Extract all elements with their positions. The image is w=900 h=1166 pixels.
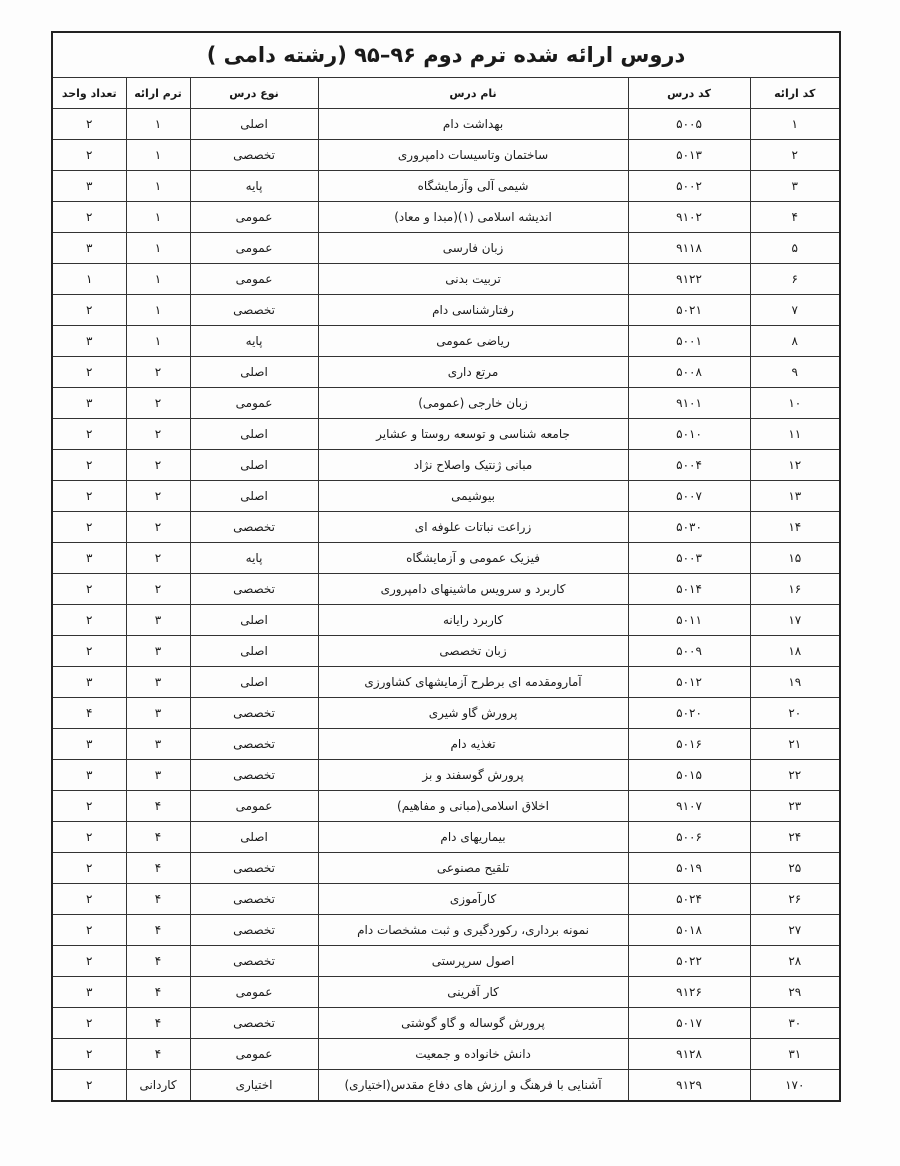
header-offer-code: کد ارائه bbox=[750, 78, 840, 109]
cell-term: ۱ bbox=[126, 202, 190, 233]
cell-units: ۲ bbox=[52, 357, 126, 388]
table-row bbox=[52, 760, 840, 791]
cell-term: ۲ bbox=[126, 450, 190, 481]
cell-course-type: تخصصی bbox=[190, 946, 318, 977]
cell-course-type: تخصصی bbox=[190, 295, 318, 326]
cell-course-type: تخصصی bbox=[190, 853, 318, 884]
cell-term: ۱ bbox=[126, 109, 190, 140]
cell-term: ۱ bbox=[126, 171, 190, 202]
cell-course-code: ۹۱۰۲ bbox=[628, 202, 750, 233]
cell-units: ۲ bbox=[52, 140, 126, 171]
cell-course-type: تخصصی bbox=[190, 915, 318, 946]
cell-course-type: اصلی bbox=[190, 357, 318, 388]
table-row bbox=[52, 450, 840, 481]
cell-course-type: عمومی bbox=[190, 977, 318, 1008]
header-course-type: نوع درس bbox=[190, 78, 318, 109]
cell-units: ۲ bbox=[52, 1039, 126, 1070]
cell-offer-code: ۳۰ bbox=[750, 1008, 840, 1039]
cell-units: ۲ bbox=[52, 946, 126, 977]
cell-course-type: عمومی bbox=[190, 388, 318, 419]
table-row bbox=[52, 419, 840, 450]
cell-course-type: پایه bbox=[190, 326, 318, 357]
cell-term: ۱ bbox=[126, 326, 190, 357]
cell-course-name: تربیت بدنی bbox=[318, 264, 628, 295]
cell-term: ۳ bbox=[126, 605, 190, 636]
table-row bbox=[52, 140, 840, 171]
cell-course-name: پرورش گاو شیری bbox=[318, 698, 628, 729]
cell-course-name: پرورش گوسفند و بز bbox=[318, 760, 628, 791]
cell-course-name: دانش خانواده و جمعیت bbox=[318, 1039, 628, 1070]
cell-units: ۲ bbox=[52, 109, 126, 140]
table-row bbox=[52, 605, 840, 636]
cell-offer-code: ۲۹ bbox=[750, 977, 840, 1008]
cell-units: ۲ bbox=[52, 822, 126, 853]
cell-offer-code: ۱۵ bbox=[750, 543, 840, 574]
cell-course-type: عمومی bbox=[190, 264, 318, 295]
cell-course-name: جامعه شناسی و توسعه روستا و عشایر bbox=[318, 419, 628, 450]
cell-course-name: بیماریهای دام bbox=[318, 822, 628, 853]
cell-course-code: ۵۰۰۹ bbox=[628, 636, 750, 667]
cell-course-type: تخصصی bbox=[190, 140, 318, 171]
cell-course-name: تلقیح مصنوعی bbox=[318, 853, 628, 884]
cell-course-type: تخصصی bbox=[190, 512, 318, 543]
cell-course-code: ۵۰۲۲ bbox=[628, 946, 750, 977]
table-row bbox=[52, 233, 840, 264]
cell-course-type: اصلی bbox=[190, 667, 318, 698]
cell-units: ۳ bbox=[52, 233, 126, 264]
cell-course-type: تخصصی bbox=[190, 698, 318, 729]
cell-units: ۲ bbox=[52, 419, 126, 450]
cell-offer-code: ۱۹ bbox=[750, 667, 840, 698]
cell-course-name: فیزیک عمومی و آزمایشگاه bbox=[318, 543, 628, 574]
cell-course-code: ۹۱۰۷ bbox=[628, 791, 750, 822]
cell-course-type: عمومی bbox=[190, 202, 318, 233]
cell-course-type: اصلی bbox=[190, 109, 318, 140]
table-row bbox=[52, 512, 840, 543]
cell-course-code: ۵۰۰۳ bbox=[628, 543, 750, 574]
table-row bbox=[52, 946, 840, 977]
header-units: تعداد واحد bbox=[52, 78, 126, 109]
cell-units: ۲ bbox=[52, 202, 126, 233]
cell-units: ۲ bbox=[52, 636, 126, 667]
table-row bbox=[52, 295, 840, 326]
cell-offer-code: ۱۳ bbox=[750, 481, 840, 512]
cell-units: ۳ bbox=[52, 667, 126, 698]
cell-course-name: زبان خارجی (عمومی) bbox=[318, 388, 628, 419]
cell-units: ۲ bbox=[52, 574, 126, 605]
cell-course-code: ۵۰۰۶ bbox=[628, 822, 750, 853]
cell-course-code: ۹۱۲۲ bbox=[628, 264, 750, 295]
cell-course-name: مبانی ژنتیک واصلاح نژاد bbox=[318, 450, 628, 481]
cell-course-type: پایه bbox=[190, 543, 318, 574]
cell-offer-code: ۱۷ bbox=[750, 605, 840, 636]
cell-units: ۱ bbox=[52, 264, 126, 295]
cell-course-name: بهداشت دام bbox=[318, 109, 628, 140]
cell-units: ۲ bbox=[52, 791, 126, 822]
table-row bbox=[52, 574, 840, 605]
cell-course-name: کار آفرینی bbox=[318, 977, 628, 1008]
cell-units: ۲ bbox=[52, 450, 126, 481]
cell-offer-code: ۱۱ bbox=[750, 419, 840, 450]
cell-units: ۳ bbox=[52, 729, 126, 760]
cell-term: ۱ bbox=[126, 295, 190, 326]
cell-offer-code: ۱ bbox=[750, 109, 840, 140]
cell-course-code: ۵۰۲۰ bbox=[628, 698, 750, 729]
cell-course-name: بیوشیمی bbox=[318, 481, 628, 512]
cell-course-name: شیمی آلی وآزمایشگاه bbox=[318, 171, 628, 202]
courses-table bbox=[51, 31, 841, 1102]
cell-offer-code: ۸ bbox=[750, 326, 840, 357]
cell-course-code: ۵۰۰۴ bbox=[628, 450, 750, 481]
cell-course-name: کارآموزی bbox=[318, 884, 628, 915]
cell-course-name: نمونه برداری، رکوردگیری و ثبت مشخصات دام bbox=[318, 915, 628, 946]
cell-units: ۲ bbox=[52, 295, 126, 326]
cell-term: ۱ bbox=[126, 140, 190, 171]
cell-term: ۲ bbox=[126, 388, 190, 419]
table-row bbox=[52, 357, 840, 388]
cell-course-code: ۵۰۲۱ bbox=[628, 295, 750, 326]
cell-term: ۴ bbox=[126, 853, 190, 884]
cell-course-type: اصلی bbox=[190, 636, 318, 667]
cell-term: ۲ bbox=[126, 481, 190, 512]
cell-offer-code: ۷ bbox=[750, 295, 840, 326]
cell-course-name: اندیشه اسلامی (۱)(مبدا و معاد) bbox=[318, 202, 628, 233]
page-title: دروس ارائه شده ترم دوم ۹۶–۹۵ (رشته دامی ) bbox=[52, 32, 840, 78]
table-row bbox=[52, 636, 840, 667]
cell-course-code: ۵۰۱۹ bbox=[628, 853, 750, 884]
table-row bbox=[52, 1008, 840, 1039]
cell-course-name: اخلاق اسلامی(مبانی و مفاهیم) bbox=[318, 791, 628, 822]
cell-offer-code: ۱۰ bbox=[750, 388, 840, 419]
cell-offer-code: ۳۱ bbox=[750, 1039, 840, 1070]
table-row bbox=[52, 109, 840, 140]
cell-term: ۴ bbox=[126, 884, 190, 915]
cell-course-type: عمومی bbox=[190, 791, 318, 822]
table-row bbox=[52, 543, 840, 574]
cell-term: ۲ bbox=[126, 512, 190, 543]
cell-units: ۲ bbox=[52, 853, 126, 884]
table-row bbox=[52, 481, 840, 512]
cell-course-code: ۹۱۲۸ bbox=[628, 1039, 750, 1070]
cell-term: ۴ bbox=[126, 915, 190, 946]
cell-course-code: ۵۰۱۳ bbox=[628, 140, 750, 171]
cell-course-code: ۵۰۱۲ bbox=[628, 667, 750, 698]
cell-course-type: تخصصی bbox=[190, 729, 318, 760]
cell-offer-code: ۲۲ bbox=[750, 760, 840, 791]
cell-term: ۴ bbox=[126, 977, 190, 1008]
cell-course-type: تخصصی bbox=[190, 760, 318, 791]
cell-units: ۲ bbox=[52, 915, 126, 946]
cell-offer-code: ۹ bbox=[750, 357, 840, 388]
header-course-code: کد درس bbox=[628, 78, 750, 109]
cell-course-code: ۵۰۳۰ bbox=[628, 512, 750, 543]
header-course-name: نام درس bbox=[318, 78, 628, 109]
cell-course-name: ساختمان وتاسیسات دامپروری bbox=[318, 140, 628, 171]
title-row bbox=[52, 32, 840, 78]
cell-course-name: آشنایی با فرهنگ و ارزش های دفاع مقدس(اختیاری) bbox=[318, 1070, 628, 1102]
cell-course-code: ۵۰۱۸ bbox=[628, 915, 750, 946]
cell-offer-code: ۲۶ bbox=[750, 884, 840, 915]
cell-course-code: ۵۰۱۰ bbox=[628, 419, 750, 450]
cell-course-name: پرورش گوساله و گاو گوشتی bbox=[318, 1008, 628, 1039]
cell-offer-code: ۱۲ bbox=[750, 450, 840, 481]
cell-offer-code: ۲۱ bbox=[750, 729, 840, 760]
table-row bbox=[52, 1039, 840, 1070]
cell-course-name: اصول سرپرستی bbox=[318, 946, 628, 977]
cell-course-name: زراعت نباتات علوفه ای bbox=[318, 512, 628, 543]
cell-course-name: زبان فارسی bbox=[318, 233, 628, 264]
cell-offer-code: ۲۰ bbox=[750, 698, 840, 729]
table-row bbox=[52, 667, 840, 698]
cell-offer-code: ۲۳ bbox=[750, 791, 840, 822]
cell-units: ۴ bbox=[52, 698, 126, 729]
cell-units: ۲ bbox=[52, 512, 126, 543]
cell-course-name: مرتع داری bbox=[318, 357, 628, 388]
cell-offer-code: ۲۵ bbox=[750, 853, 840, 884]
cell-course-type: پایه bbox=[190, 171, 318, 202]
cell-units: ۲ bbox=[52, 1008, 126, 1039]
cell-term: ۱ bbox=[126, 233, 190, 264]
cell-course-name: تغذیه دام bbox=[318, 729, 628, 760]
cell-course-name: رفتارشناسی دام bbox=[318, 295, 628, 326]
cell-course-name: کاربرد و سرویس ماشینهای دامپروری bbox=[318, 574, 628, 605]
table-row bbox=[52, 822, 840, 853]
cell-course-code: ۵۰۱۱ bbox=[628, 605, 750, 636]
cell-course-type: اصلی bbox=[190, 450, 318, 481]
cell-term: ۳ bbox=[126, 636, 190, 667]
cell-offer-code: ۲۸ bbox=[750, 946, 840, 977]
cell-course-code: ۵۰۱۵ bbox=[628, 760, 750, 791]
table-row bbox=[52, 977, 840, 1008]
cell-offer-code: ۶ bbox=[750, 264, 840, 295]
cell-offer-code: ۲۴ bbox=[750, 822, 840, 853]
table-row bbox=[52, 853, 840, 884]
cell-course-name: آمارومقدمه ای برطرح آزمایشهای کشاورزی bbox=[318, 667, 628, 698]
cell-units: ۳ bbox=[52, 760, 126, 791]
table-row bbox=[52, 791, 840, 822]
table-row bbox=[52, 202, 840, 233]
cell-term: ۳ bbox=[126, 729, 190, 760]
cell-course-code: ۹۱۱۸ bbox=[628, 233, 750, 264]
cell-course-type: اصلی bbox=[190, 822, 318, 853]
cell-offer-code: ۲ bbox=[750, 140, 840, 171]
cell-units: ۳ bbox=[52, 388, 126, 419]
cell-offer-code: ۲۷ bbox=[750, 915, 840, 946]
cell-course-type: اصلی bbox=[190, 419, 318, 450]
cell-course-type: عمومی bbox=[190, 233, 318, 264]
cell-term: کاردانی bbox=[126, 1070, 190, 1102]
cell-course-code: ۹۱۲۶ bbox=[628, 977, 750, 1008]
cell-offer-code: ۱۸ bbox=[750, 636, 840, 667]
cell-course-name: کاربرد رایانه bbox=[318, 605, 628, 636]
cell-units: ۲ bbox=[52, 481, 126, 512]
cell-term: ۳ bbox=[126, 698, 190, 729]
cell-course-code: ۵۰۰۵ bbox=[628, 109, 750, 140]
table-row bbox=[52, 388, 840, 419]
cell-course-code: ۵۰۰۸ bbox=[628, 357, 750, 388]
cell-course-code: ۵۰۱۷ bbox=[628, 1008, 750, 1039]
table-row bbox=[52, 1070, 840, 1102]
cell-offer-code: ۱۴ bbox=[750, 512, 840, 543]
cell-course-code: ۵۰۱۶ bbox=[628, 729, 750, 760]
cell-units: ۳ bbox=[52, 977, 126, 1008]
cell-units: ۳ bbox=[52, 543, 126, 574]
cell-units: ۲ bbox=[52, 1070, 126, 1102]
table-row bbox=[52, 171, 840, 202]
cell-offer-code: ۱۶ bbox=[750, 574, 840, 605]
cell-term: ۲ bbox=[126, 574, 190, 605]
cell-course-type: عمومی bbox=[190, 1039, 318, 1070]
cell-offer-code: ۳ bbox=[750, 171, 840, 202]
cell-course-name: زبان تخصصی bbox=[318, 636, 628, 667]
cell-term: ۲ bbox=[126, 543, 190, 574]
cell-term: ۴ bbox=[126, 822, 190, 853]
cell-offer-code: ۵ bbox=[750, 233, 840, 264]
cell-term: ۴ bbox=[126, 791, 190, 822]
table-row bbox=[52, 698, 840, 729]
cell-course-type: تخصصی bbox=[190, 1008, 318, 1039]
cell-course-code: ۹۱۰۱ bbox=[628, 388, 750, 419]
cell-units: ۲ bbox=[52, 605, 126, 636]
cell-course-code: ۵۰۱۴ bbox=[628, 574, 750, 605]
cell-term: ۳ bbox=[126, 760, 190, 791]
cell-course-name: ریاضی عمومی bbox=[318, 326, 628, 357]
table-row bbox=[52, 915, 840, 946]
table-row bbox=[52, 264, 840, 295]
cell-term: ۱ bbox=[126, 264, 190, 295]
table-row bbox=[52, 326, 840, 357]
header-term: ترم ارائه bbox=[126, 78, 190, 109]
cell-course-type: تخصصی bbox=[190, 884, 318, 915]
header-row bbox=[52, 78, 840, 109]
table-row bbox=[52, 884, 840, 915]
table-row bbox=[52, 729, 840, 760]
cell-course-type: اصلی bbox=[190, 605, 318, 636]
cell-units: ۲ bbox=[52, 884, 126, 915]
cell-term: ۲ bbox=[126, 357, 190, 388]
cell-course-type: اصلی bbox=[190, 481, 318, 512]
cell-term: ۴ bbox=[126, 1039, 190, 1070]
cell-offer-code: ۴ bbox=[750, 202, 840, 233]
cell-offer-code: ۱۷۰ bbox=[750, 1070, 840, 1102]
cell-term: ۴ bbox=[126, 946, 190, 977]
cell-units: ۳ bbox=[52, 326, 126, 357]
cell-course-code: ۵۰۰۲ bbox=[628, 171, 750, 202]
cell-course-code: ۵۰۰۷ bbox=[628, 481, 750, 512]
cell-units: ۳ bbox=[52, 171, 126, 202]
cell-course-code: ۵۰۲۴ bbox=[628, 884, 750, 915]
cell-course-code: ۹۱۲۹ bbox=[628, 1070, 750, 1102]
cell-term: ۳ bbox=[126, 667, 190, 698]
cell-course-type: تخصصی bbox=[190, 574, 318, 605]
cell-course-code: ۵۰۰۱ bbox=[628, 326, 750, 357]
cell-term: ۲ bbox=[126, 419, 190, 450]
cell-term: ۴ bbox=[126, 1008, 190, 1039]
cell-course-type: اختیاری bbox=[190, 1070, 318, 1102]
